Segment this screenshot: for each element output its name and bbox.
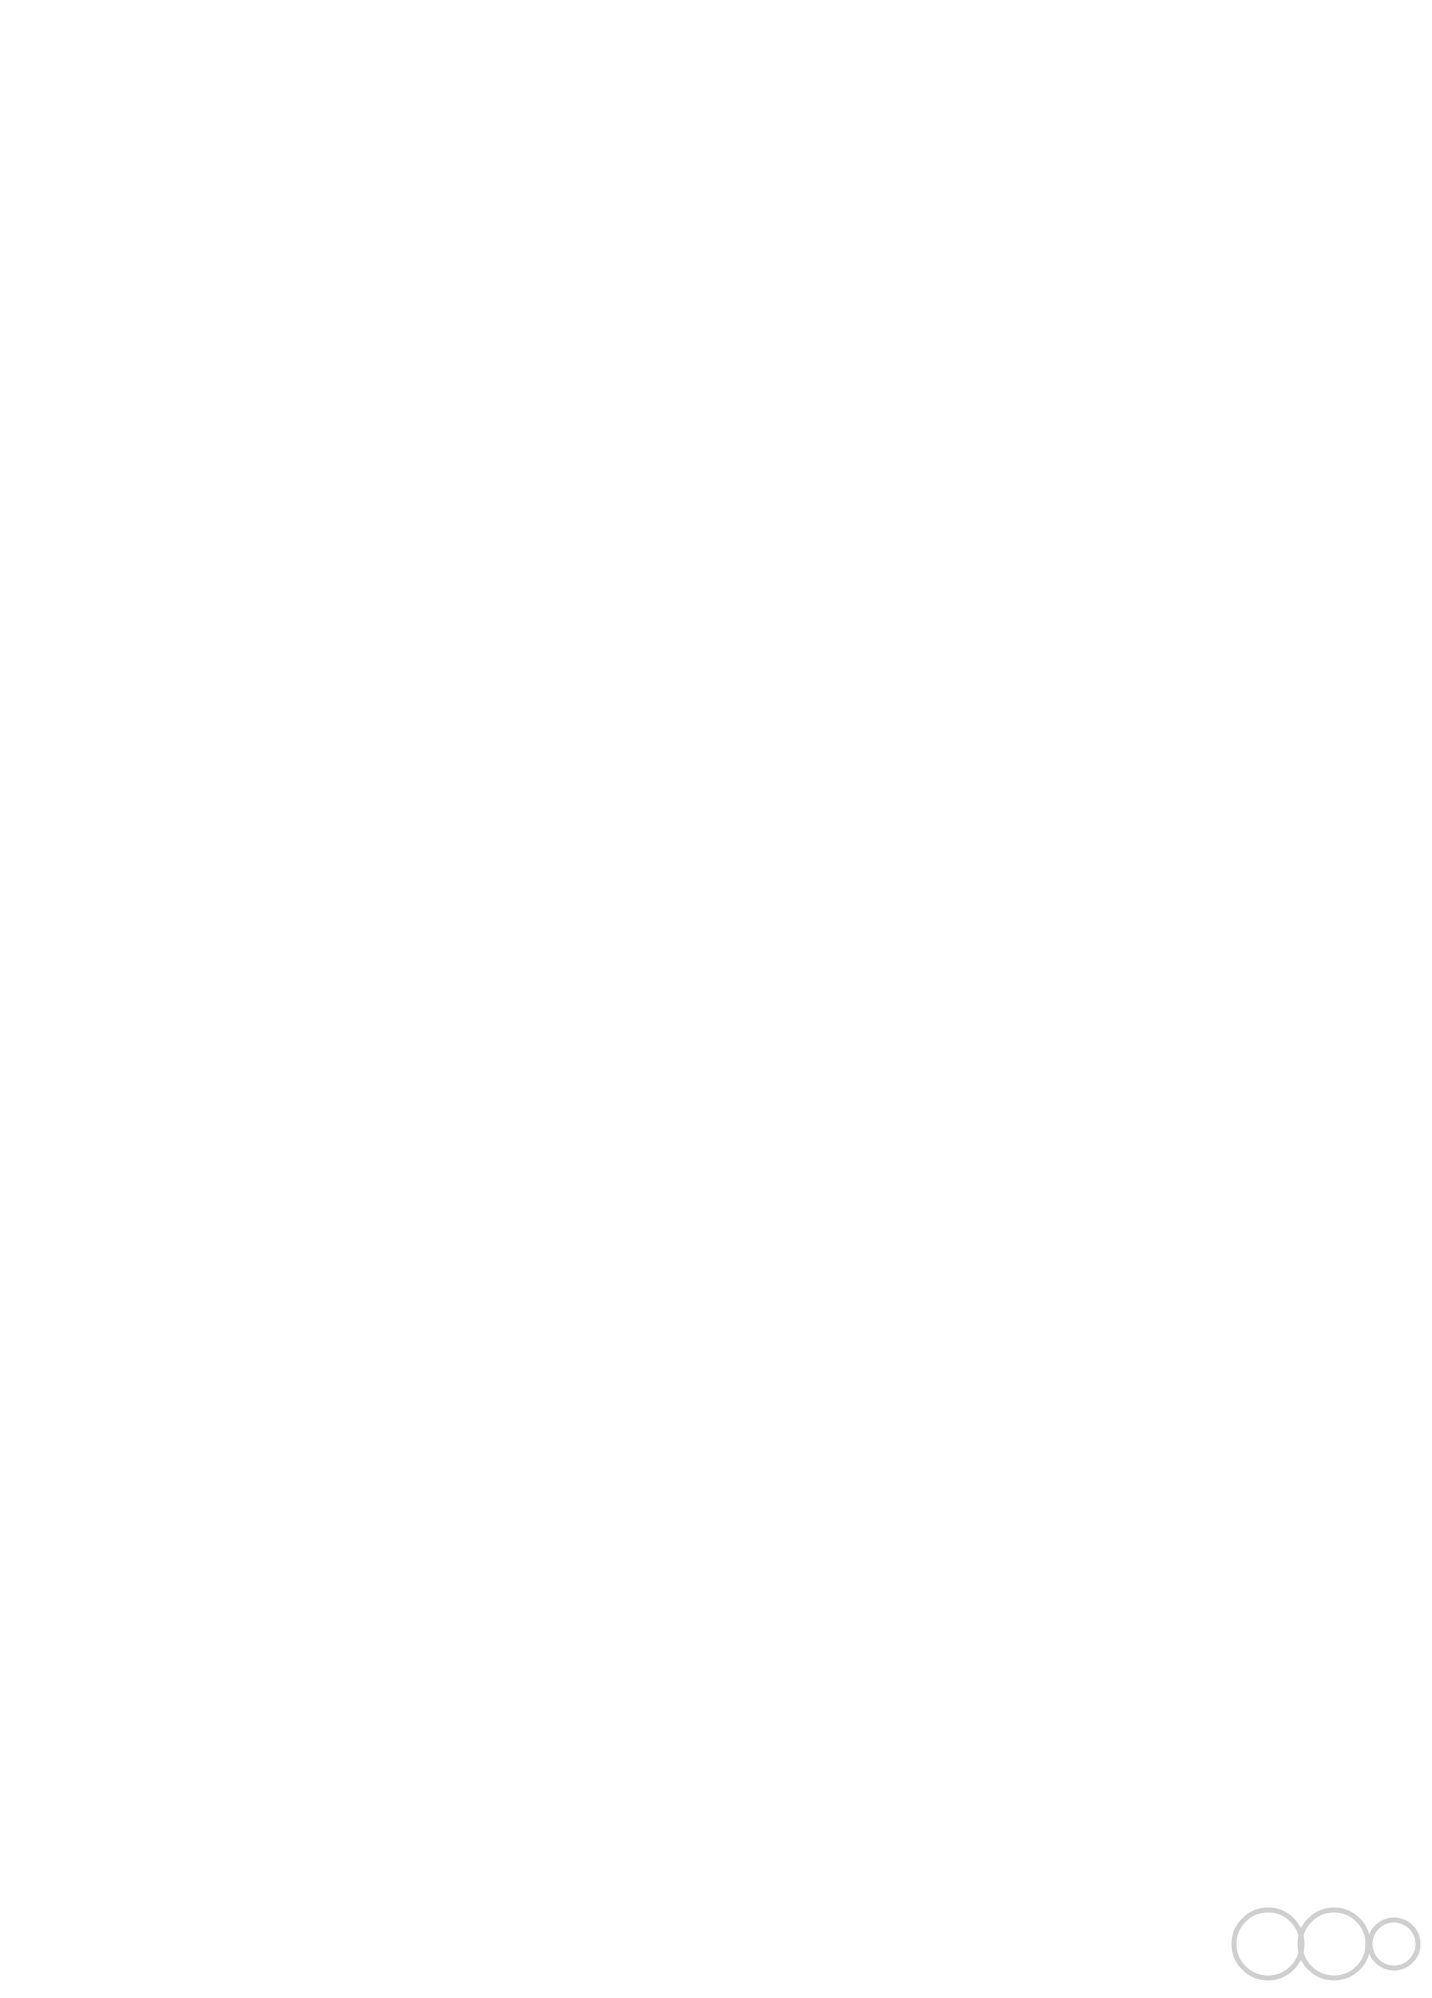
watermark-logo (1222, 1900, 1422, 1992)
answer-content (138, 90, 1318, 118)
